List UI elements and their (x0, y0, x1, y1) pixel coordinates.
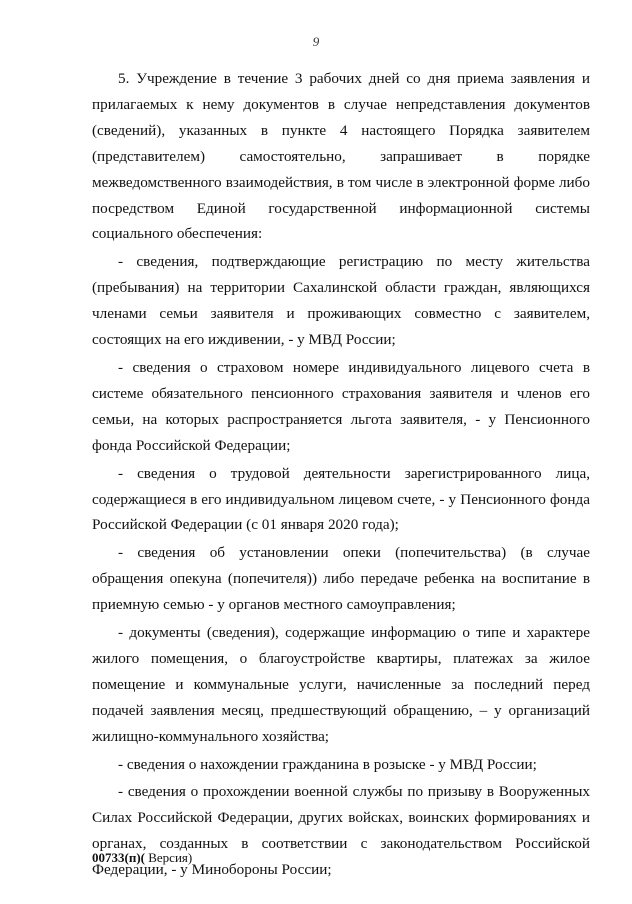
document-version: Версия) (144, 850, 193, 865)
paragraph-item-registration: - сведения, подтверждающие регистрацию по месту жительства (пребывания) на территории Сахалинской области граждан, являющихся членами семьи заявителя и проживающих совместно с заявителем, состоящих на его иждивении, - у МВД России; (92, 253, 590, 349)
document-footer (92, 850, 192, 866)
paragraph-intro: 5. Учреждение в течение 3 рабочих дней со дня приема заявления и прилагаемых к нему документов в случае непредставления документов (сведений), указанных в пункте 4 настоящего Порядка заявителем (представителем) самостоятельно, запрашивает в порядке межведомственного взаимодействия, в том числе в электронной форме либо посредством Единой государственной информационной системы социального обеспечения: (92, 70, 590, 243)
document-body (92, 66, 590, 885)
paragraph-item-guardianship: - сведения об установлении опеки (попечительства) (в случае обращения опекуна (попечителя)) либо передаче ребенка на воспитание в приемную семью - у органов местного самоуправления; (92, 544, 590, 614)
document-code: 00733(п)( (92, 850, 145, 865)
paragraph-item-snils: - сведения о страховом номере индивидуального лицевого счета в системе обязательного пенсионного страхования заявителя и членов его семьи, на которых распространяется льгота заявителя, - у Пенсионного фонда Российской Федерации; (92, 358, 590, 454)
page-number: 9 (312, 34, 320, 49)
paragraph-item-wanted: - сведения о нахождении гражданина в розыске - у МВД России; (118, 755, 537, 773)
paragraph-item-military: - сведения о прохождении военной службы по призыву в Вооруженных Силах Российской Федерации, других войсках, воинских формированиях и органах, созданных в соответствии с законодательством Российской Федерации, - у Минобороны России; (92, 783, 590, 879)
paragraph-item-housing: - документы (сведения), содержащие информацию о типе и характере жилого помещения, о благоустройстве квартиры, платежах за жилое помещение и коммунальные услуги, начисленные за последний перед подачей заявления месяц, предшествующий обращению, – у организаций жилищно-коммунального хозяйства; (92, 624, 590, 745)
paragraph-item-labor: - сведения о трудовой деятельности зарегистрированного лица, содержащиеся в его индивидуальном лицевом счете, - у Пенсионного фонда Российской Федерации (с 01 января 2020 года); (92, 464, 590, 534)
